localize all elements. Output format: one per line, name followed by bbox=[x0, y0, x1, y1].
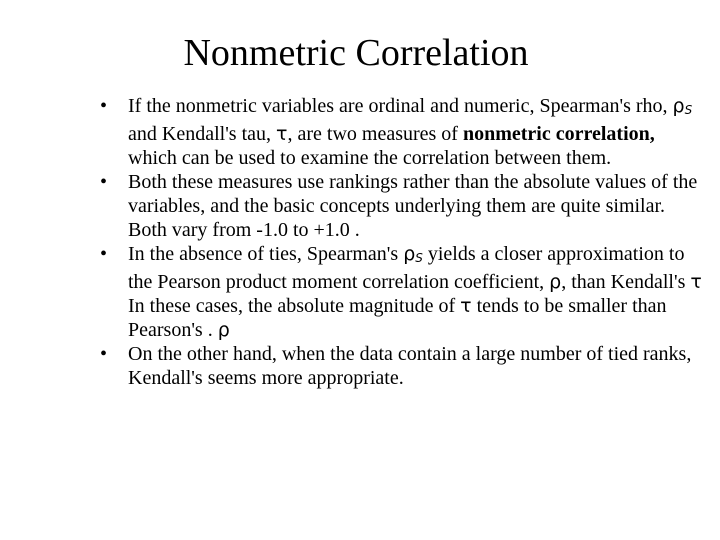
bullet-text: yields a closer approximation to the Pearson product moment correlation coefficient, bbox=[128, 243, 685, 293]
bullet-item bbox=[100, 94, 706, 170]
tau-symbol: τ bbox=[690, 271, 702, 293]
rho-subscript: S bbox=[684, 103, 693, 117]
bullet-text: On the other hand, when the data contain a large number of tied ranks, Kendall's seems more appropriate. bbox=[128, 343, 692, 389]
rho-symbol: ρ bbox=[672, 95, 685, 117]
bullet-text: and Kendall's tau, bbox=[128, 123, 277, 145]
bullet-bold-term: nonmetric correlation, bbox=[462, 123, 655, 145]
bullet-text: which can be used to examine the correlation between them. bbox=[128, 147, 612, 169]
bullet-text: , than Kendall's bbox=[561, 271, 691, 293]
bullet-text: tends to be smaller than Pearson's . bbox=[128, 295, 667, 341]
rho-symbol: ρ bbox=[217, 319, 230, 341]
bullet-text: In these cases, the absolute magnitude of bbox=[128, 295, 461, 317]
bullet-text: , are two measures of bbox=[287, 123, 463, 145]
rho-symbol: ρ bbox=[403, 243, 416, 265]
bullet-item bbox=[100, 242, 706, 342]
bullet-list bbox=[100, 94, 706, 390]
bullet-text: If the nonmetric variables are ordinal and numeric, Spearman's rho, bbox=[128, 95, 673, 117]
rho-subscript: S bbox=[415, 251, 423, 265]
tau-symbol: τ bbox=[276, 123, 288, 145]
slide-title: Nonmetric Correlation bbox=[183, 32, 529, 74]
bullet-text: In the absence of ties, Spearman's bbox=[128, 243, 404, 265]
bullet-text: Both these measures use rankings rather than the absolute values of the variables, and the basic concepts underlying them are quite similar. Both vary from -1.0 to +1.0 . bbox=[128, 171, 698, 241]
bullet-item bbox=[100, 170, 706, 242]
bullet-item bbox=[100, 342, 706, 390]
rho-symbol: ρ bbox=[549, 271, 562, 293]
tau-symbol: τ bbox=[460, 295, 472, 317]
